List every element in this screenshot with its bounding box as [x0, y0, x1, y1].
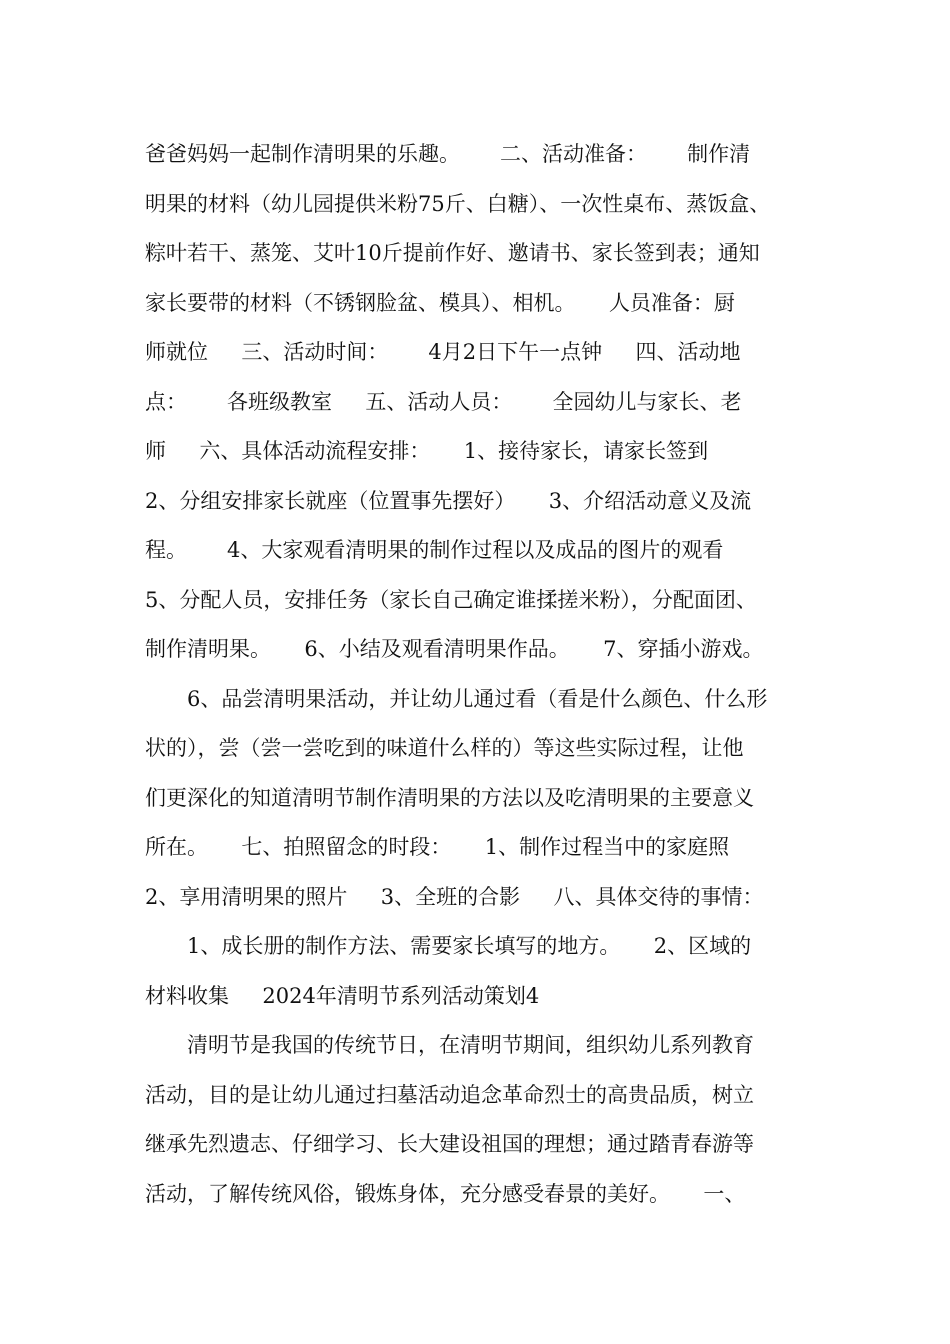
- text-line-11: 制作清明果。 6、小结及观看清明果作品。 7、穿插小游戏。: [145, 637, 764, 661]
- text-line-16: 2、享用清明果的照片 3、全班的合影 八、具体交待的事情：: [145, 884, 764, 909]
- text-line-10: 5、分配人员，安排任务（家长自己确定谁揉搓米粉），分配面团、: [145, 587, 757, 612]
- text-line-8: 2、分组安排家长就座（位置事先摆好） 3、介绍活动意义及流: [145, 488, 752, 513]
- text-line-7: 师 六、具体活动流程安排： 1、接待家长，请家长签到: [145, 439, 709, 463]
- text-line-4: 家长要带的材料（不锈钢脸盆、模具）、相机。 人员准备：厨: [145, 290, 735, 315]
- text-line-22: 活动，了解传统风俗，锻炼身体，充分感受春景的美好。 一、: [145, 1181, 746, 1206]
- text-line-14: 们更深化的知道清明节制作清明果的方法以及吃清明果的主要意义: [145, 785, 754, 810]
- text-line-13: 状的），尝（尝一尝吃到的味道什么样的）等这些实际过程，让他: [145, 736, 744, 760]
- text-line-19: 清明节是我国的传统节日，在清明节期间，组织幼儿系列教育: [187, 1033, 754, 1057]
- text-line-17: 1、成长册的制作方法、需要家长填写的地方。 2、区域的: [187, 934, 752, 958]
- text-line-9: 程。 4、大家观看清明果的制作过程以及成品的图片的观看: [145, 538, 724, 562]
- text-line-12: 6、品尝清明果活动，并让幼儿通过看（看是什么颜色、什么形: [187, 686, 768, 711]
- document-body: [145, 130, 825, 1219]
- text-line-5: 师就位 三、活动时间： 4月2日下午一点钟 四、活动地: [145, 340, 741, 364]
- text-line-21: 继承先烈遗志、仔细学习、长大建设祖国的理想；通过踏青春游等: [145, 1132, 754, 1156]
- text-line-2: 明果的材料（幼儿园提供米粉75斤、白糖）、一次性桌布、蒸饭盒、: [145, 191, 771, 216]
- text-line-18: 材料收集 2024年清明节系列活动策划4: [145, 983, 540, 1008]
- text-line-15: 所在。 七、拍照留念的时段： 1、制作过程当中的家庭照: [145, 835, 730, 859]
- text-line-6: 点： 各班级教室 五、活动人员： 全园幼儿与家长、老: [145, 389, 742, 414]
- text-line-1: 爸爸妈妈一起制作清明果的乐趣。 二、活动准备： 制作清: [145, 142, 751, 166]
- text-line-3: 粽叶若干、蒸笼、艾叶10斤提前作好、邀请书、家长签到表；通知: [145, 241, 760, 265]
- text-line-20: 活动，目的是让幼儿通过扫墓活动追念革命烈士的高贵品质，树立: [145, 1082, 754, 1107]
